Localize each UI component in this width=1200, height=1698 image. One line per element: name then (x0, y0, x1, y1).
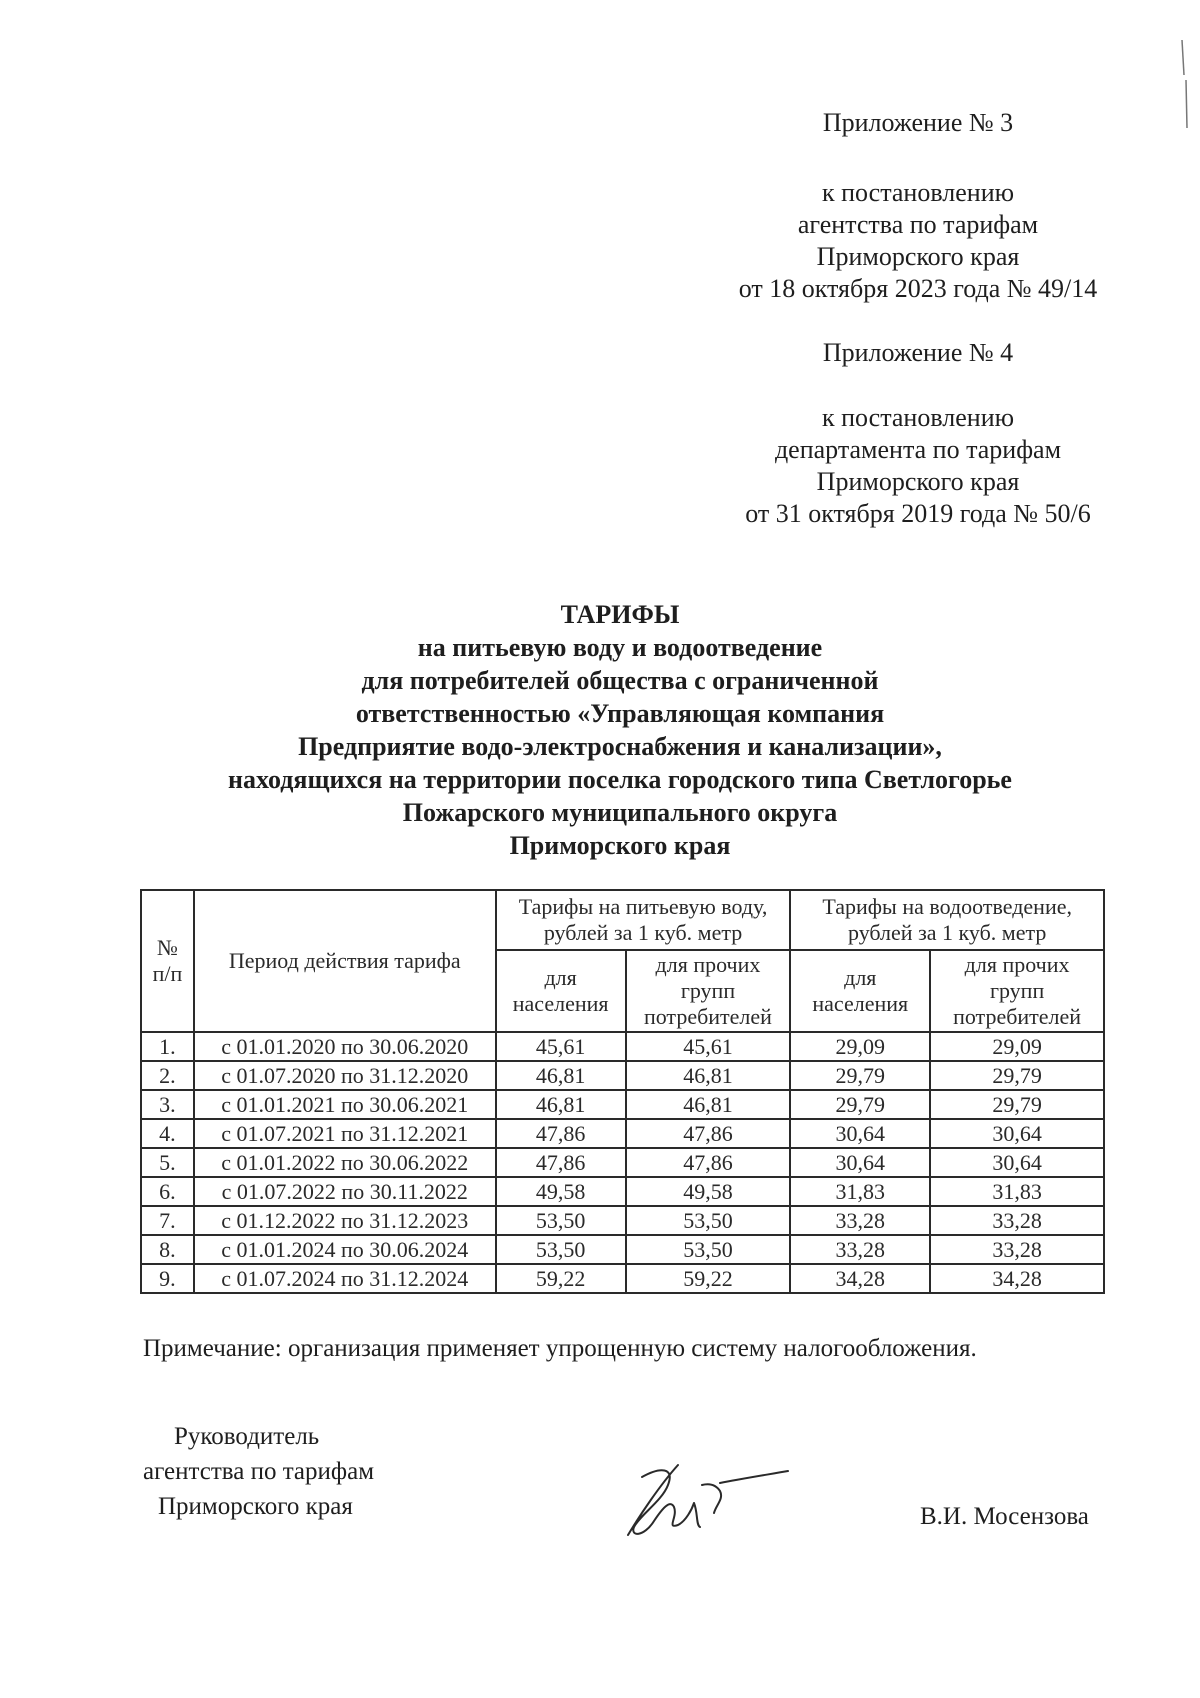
row-water-population: 53,50 (496, 1206, 626, 1235)
row-water-population: 47,86 (496, 1148, 626, 1177)
row-num: 8. (141, 1235, 194, 1264)
row-water-others: 46,81 (626, 1090, 791, 1119)
appendix-3-line: от 18 октября 2023 года № 49/14 (738, 274, 1098, 303)
row-water-others: 47,86 (626, 1119, 791, 1148)
appendix-4-title: Приложение № 4 (822, 338, 1014, 367)
appendix-4-line: департамента по тарифам (774, 435, 1062, 464)
row-water-others: 59,22 (626, 1264, 791, 1293)
title-line: находящихся на территории поселка городского типа Светлогорье (228, 765, 1012, 794)
row-sewage-population: 31,83 (790, 1177, 930, 1206)
row-sewage-population: 29,79 (790, 1061, 930, 1090)
row-period: с 01.07.2021 по 31.12.2021 (194, 1119, 496, 1148)
row-water-population: 46,81 (496, 1090, 626, 1119)
table-row (141, 1206, 1104, 1235)
row-num: 3. (141, 1090, 194, 1119)
row-sewage-population: 29,79 (790, 1090, 930, 1119)
document-title (100, 598, 1140, 862)
appendix-3-line: Приморского края (816, 242, 1020, 271)
row-water-population: 49,58 (496, 1177, 626, 1206)
row-num: 2. (141, 1061, 194, 1090)
header-sewage: Тарифы на водоотведение, рублей за 1 куб. метр (790, 890, 1104, 950)
row-sewage-others: 30,64 (930, 1119, 1104, 1148)
header-period: Период действия тарифа (194, 890, 496, 1032)
handwritten-signature (620, 1455, 790, 1545)
row-sewage-others: 29,09 (930, 1032, 1104, 1061)
title-line: Предприятие водо-электроснабжения и канализации», (298, 732, 942, 761)
row-sewage-others: 30,64 (930, 1148, 1104, 1177)
row-num: 4. (141, 1119, 194, 1148)
row-period: с 01.12.2022 по 31.12.2023 (194, 1206, 496, 1235)
header-water-population: для населения (496, 950, 626, 1032)
row-sewage-population: 30,64 (790, 1148, 930, 1177)
row-water-others: 49,58 (626, 1177, 791, 1206)
header-sewage-population: для населения (790, 950, 930, 1032)
row-period: с 01.01.2022 по 30.06.2022 (194, 1148, 496, 1177)
appendix-4-line: Приморского края (816, 467, 1020, 496)
scan-edge-mark (1178, 40, 1192, 130)
row-water-others: 45,61 (626, 1032, 791, 1061)
table-row (141, 1148, 1104, 1177)
title-line: для потребителей общества с ограниченной (361, 666, 879, 695)
row-water-others: 47,86 (626, 1148, 791, 1177)
row-period: с 01.07.2022 по 30.11.2022 (194, 1177, 496, 1206)
signer-name: В.И. Мосензова (920, 1503, 1089, 1530)
table-row (141, 1177, 1104, 1206)
title-line: Приморского края (509, 831, 731, 860)
appendix-4-line: от 31 октября 2019 года № 50/6 (745, 499, 1091, 528)
table-row (141, 1061, 1104, 1090)
signer-title-line: Руководитель (174, 1423, 320, 1450)
appendix-4-line: к постановлению (821, 403, 1015, 432)
appendix-3-line: агентства по тарифам (797, 210, 1039, 239)
row-sewage-others: 31,83 (930, 1177, 1104, 1206)
row-sewage-others: 33,28 (930, 1235, 1104, 1264)
row-num: 7. (141, 1206, 194, 1235)
header-water-others: для прочих групп потребителей (626, 950, 791, 1032)
row-period: с 01.01.2021 по 30.06.2021 (194, 1090, 496, 1119)
signer-title-line: Приморского края (158, 1493, 353, 1520)
signer-title-line: агентства по тарифам (143, 1458, 375, 1485)
row-period: с 01.01.2024 по 30.06.2024 (194, 1235, 496, 1264)
tax-note: Примечание: организация применяет упрощенную систему налогообложения. (143, 1335, 977, 1362)
row-water-population: 45,61 (496, 1032, 626, 1061)
row-water-population: 59,22 (496, 1264, 626, 1293)
row-num: 5. (141, 1148, 194, 1177)
row-sewage-others: 33,28 (930, 1206, 1104, 1235)
row-water-others: 46,81 (626, 1061, 791, 1090)
row-water-others: 53,50 (626, 1206, 791, 1235)
header-water: Тарифы на питьевую воду, рублей за 1 куб. метр (496, 890, 791, 950)
row-sewage-population: 34,28 (790, 1264, 930, 1293)
tariffs-table (140, 889, 1105, 1294)
row-sewage-population: 33,28 (790, 1206, 930, 1235)
row-period: с 01.07.2020 по 31.12.2020 (194, 1061, 496, 1090)
row-period: с 01.01.2020 по 30.06.2020 (194, 1032, 496, 1061)
row-num: 9. (141, 1264, 194, 1293)
row-sewage-population: 33,28 (790, 1235, 930, 1264)
appendix-3-title: Приложение № 3 (822, 108, 1014, 137)
row-num: 1. (141, 1032, 194, 1061)
row-sewage-population: 30,64 (790, 1119, 930, 1148)
row-sewage-others: 34,28 (930, 1264, 1104, 1293)
row-water-others: 53,50 (626, 1235, 791, 1264)
title-line: Пожарского муниципального округа (402, 798, 838, 827)
appendix-3-line: к постановлению (821, 178, 1015, 207)
table-row (141, 1235, 1104, 1264)
row-num: 6. (141, 1177, 194, 1206)
title-line: на питьевую воду и водоотведение (417, 633, 823, 662)
header-num: № п/п (141, 890, 194, 1032)
row-sewage-others: 29,79 (930, 1090, 1104, 1119)
row-water-population: 46,81 (496, 1061, 626, 1090)
title-line: ответственностью «Управляющая компания (355, 699, 885, 728)
table-row (141, 1032, 1104, 1061)
table-row (141, 1119, 1104, 1148)
header-sewage-others: для прочих групп потребителей (930, 950, 1104, 1032)
row-period: с 01.07.2024 по 31.12.2024 (194, 1264, 496, 1293)
row-sewage-population: 29,09 (790, 1032, 930, 1061)
table-row (141, 1264, 1104, 1293)
table-row (141, 1090, 1104, 1119)
title-heading: ТАРИФЫ (560, 600, 680, 629)
row-water-population: 53,50 (496, 1235, 626, 1264)
row-sewage-others: 29,79 (930, 1061, 1104, 1090)
row-water-population: 47,86 (496, 1119, 626, 1148)
